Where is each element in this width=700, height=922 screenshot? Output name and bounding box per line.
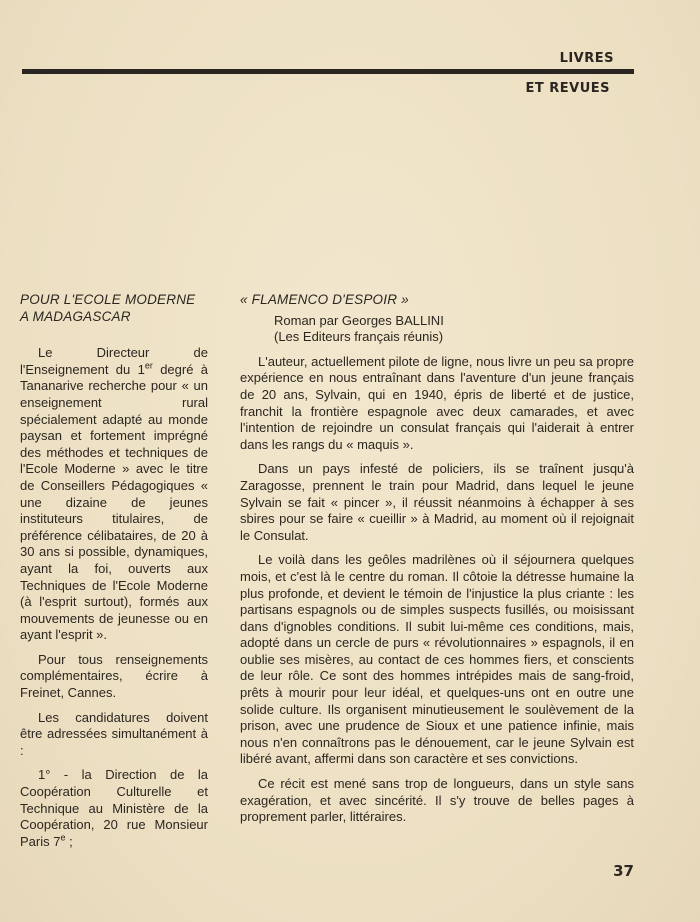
left-paragraph-3: Les candidatures doivent être adressées simultanément à : bbox=[20, 709, 208, 758]
left-paragraph-4-end: ; bbox=[65, 833, 73, 849]
left-paragraph-1-end: degré à Tananarive recherche pour « un enseignement rural spécialement adapté au monde paysan et fortement imprégné des méthodes et techniques de l'Ecole Moderne » avec le titre de Conseillers Pédagogiques « une dizaine de jeunes instituteurs titulaires, de préférence célibataires, de 20 à 30 ans si possible, dynamiques, ayant la foi, ouverts aux Techniques de l'Ecole Moderne (à l'esprit surtout), formés aux mouvements de jeunesse ou en ayant l'esprit ». bbox=[20, 361, 208, 643]
left-heading-line2: A MADAGASCAR bbox=[20, 308, 131, 324]
ordinal-superscript: er bbox=[144, 360, 153, 371]
left-paragraph-2: Pour tous renseignements complémentaires, écrire à Freinet, Cannes. bbox=[20, 651, 208, 701]
left-paragraph-1 bbox=[20, 345, 208, 644]
book-meta bbox=[274, 313, 634, 346]
left-paragraph-4 bbox=[20, 767, 208, 850]
page-number: 37 bbox=[613, 862, 634, 880]
review-paragraph-3: Le voilà dans les geôles madrilènes où il séjournera quelques mois, et c'est là le centre du roman. Il côtoie la détresse humaine la plus profonde, et devient le témoin de l'injustice la plus criante : les partisans espagnols ou de simples suspects fusillés, ou moisissant dans d'ignobles conditions. Il subit lui-même ces conditions, mais, adopté dans un cercle de purs « révolutionnaires » espagnols, il en oublie ses misères, au contact de ces hommes fiers, et conscients de leur rôle. Ce sont des hommes intrépides mais de sang-froid, prêts à mourir pour leur idéal, et quelques-uns ont en outre une solide culture. Ils organisent minutieusement le soulèvement de la prison, avec une prudence de Sioux et une patience infinie, mais nous n'en connaîtrons pas le dénouement, car le jeune Sylvain est libéré avant, affermi dans son caractère et ses convictions. bbox=[240, 552, 634, 767]
review-paragraph-2: Dans un pays infesté de policiers, ils se traînent jusqu'à Zaragosse, prennent le train pour Madrid, dans lequel le jeune Sylvain se fait « pincer », il réussit néanmoins à échapper à ses sbires pour se faire « cueillir » à Madrid, au moment où il rejoignait le Consulat. bbox=[240, 461, 634, 543]
book-title: « FLAMENCO D'ESPOIR » bbox=[240, 292, 409, 307]
review-paragraph-4: Ce récit est mené sans trop de longueurs, dans un style sans exagération, et avec sincérité. Il s'y trouve de belles pages à proprement parler, littéraires. bbox=[240, 776, 634, 825]
section-label-livres: LIVRES bbox=[559, 51, 614, 66]
right-column bbox=[240, 292, 634, 834]
left-column bbox=[20, 292, 208, 858]
header-rule bbox=[22, 69, 634, 74]
arrondissement-superscript: e bbox=[60, 832, 66, 843]
left-heading-line1: POUR L'ECOLE MODERNE bbox=[20, 292, 196, 307]
left-paragraph-1-start: Le Directeur de l'Enseignement du 1 bbox=[20, 345, 208, 377]
left-paragraph-4-start: 1° - la Direction de la Coopération Culturelle et Technique au Ministère de la Coopération, 20 rue Monsieur Paris 7 bbox=[20, 767, 208, 849]
section-label-et-revues: ET REVUES bbox=[525, 81, 610, 96]
left-column-heading bbox=[20, 292, 208, 325]
book-author: Roman par Georges BALLINI bbox=[274, 312, 444, 328]
review-paragraph-1: L'auteur, actuellement pilote de ligne, nous livre un peu sa propre expérience en nous entraînant dans l'aventure d'un jeune français de 20 ans, Sylvain, qui en 1940, épris de liberté et de justice, franchit la frontière espagnole avec deux camarades, et avec l'intention de rejoindre un consulat français qui l'aiderait à entrer dans les rangs du « maquis ». bbox=[240, 353, 634, 452]
book-publisher: (Les Editeurs français réunis) bbox=[274, 329, 444, 345]
